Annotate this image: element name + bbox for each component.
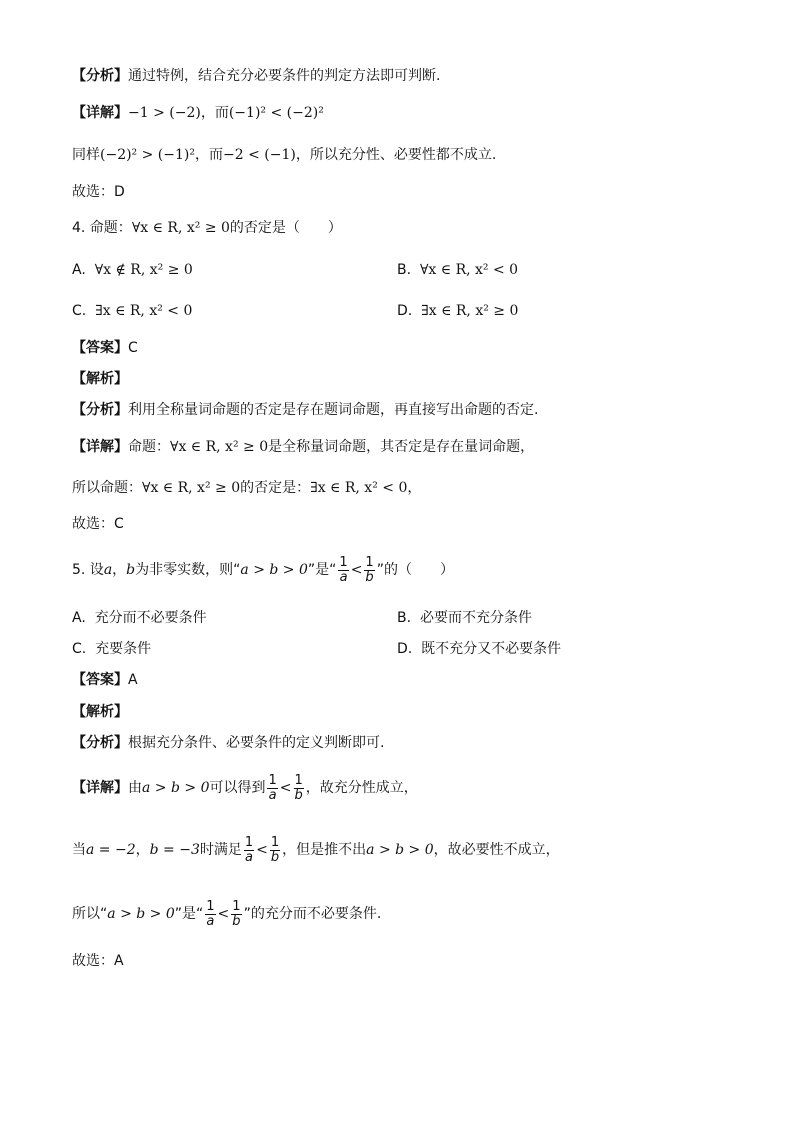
q4-jiexi xyxy=(72,369,128,389)
fraction-denominator: a xyxy=(339,569,348,585)
math-var: b xyxy=(126,562,136,578)
fraction-numerator: 1 xyxy=(339,554,348,570)
fraction-denominator: b xyxy=(365,569,374,585)
question-5 xyxy=(72,555,454,585)
analysis-tag: 【分析】 xyxy=(72,735,128,751)
fraction xyxy=(364,556,374,585)
text-span: 所以“ xyxy=(72,906,108,922)
math-expression: a = −2 xyxy=(86,842,136,858)
fraction-denominator: a xyxy=(268,787,277,803)
fraction xyxy=(338,556,348,585)
q5-choice xyxy=(72,951,124,971)
math-var: a xyxy=(103,562,113,578)
q5-option-d xyxy=(397,639,561,659)
q5-analysis xyxy=(72,733,384,753)
option-label: A. xyxy=(72,262,86,278)
detail-line-q3-2 xyxy=(72,145,496,165)
fraction xyxy=(270,836,280,865)
option-text: 必要而不充分条件 xyxy=(419,610,532,626)
explanation-tag: 【解析】 xyxy=(72,704,128,720)
fraction-numerator: 1 xyxy=(244,834,254,850)
math-operator: < xyxy=(350,562,363,578)
q4-choice xyxy=(72,514,124,534)
option-math: ∃x ∈ R, x² ≥ 0 xyxy=(421,303,519,319)
math-expression: ∃x ∈ R, x² < 0 xyxy=(310,480,408,496)
fraction-denominator: b xyxy=(270,849,280,865)
option-math: ∃x ∈ R, x² < 0 xyxy=(95,303,193,319)
text-span: 当 xyxy=(72,842,86,858)
analysis-tag: 【分析】 xyxy=(72,68,128,84)
text-span: ，故充分性成立， xyxy=(305,780,418,796)
option-label: B. xyxy=(397,262,412,278)
text-span: ，故必要性不成立， xyxy=(433,842,560,858)
math-operator: < xyxy=(217,906,230,922)
option-text: 既不充分又不必要条件 xyxy=(421,641,562,657)
option-label: D. xyxy=(397,303,413,319)
fraction-denominator: a xyxy=(206,913,215,929)
text-span: 由 xyxy=(128,780,142,796)
math-expression: (−2)² > (−1)² xyxy=(100,147,195,163)
analysis-line-q3 xyxy=(72,66,440,86)
q4-option-a xyxy=(72,260,193,280)
option-text: 充要条件 xyxy=(95,641,152,657)
text-span: ”是“ xyxy=(174,906,204,922)
fraction-denominator: a xyxy=(245,849,253,865)
q5-jiexi xyxy=(72,702,128,722)
q5-option-b xyxy=(397,608,532,628)
choice-text: 故选：D xyxy=(72,184,125,200)
fraction xyxy=(205,900,215,929)
option-math: ∀x ∈ R, x² < 0 xyxy=(419,262,519,278)
fraction xyxy=(294,774,304,803)
text-span: 同样 xyxy=(72,147,100,163)
detail-tag: 【详解】 xyxy=(72,439,128,455)
option-label: B. xyxy=(397,610,412,626)
math-operator: < xyxy=(256,842,268,858)
math-expression: ∀x ∈ R, x² ≥ 0 xyxy=(170,439,269,455)
option-label: A. xyxy=(72,610,86,626)
analysis-text: 利用全称量词命题的否定是存在题词命题，再直接写出命题的否定. xyxy=(128,402,539,418)
text-span: ”是“ xyxy=(307,562,337,578)
q5-answer xyxy=(72,670,138,690)
fraction-numerator: 1 xyxy=(268,772,277,788)
math-expression: a > b > 0 xyxy=(240,562,308,578)
math-expression: ∀x ∈ R, x² ≥ 0 xyxy=(131,220,230,236)
q4-analysis xyxy=(72,400,538,420)
fraction-numerator: 1 xyxy=(365,554,374,570)
q4-option-c xyxy=(72,301,192,321)
q4-answer xyxy=(72,338,138,358)
fraction xyxy=(244,836,254,865)
detail-tag: 【详解】 xyxy=(72,780,128,796)
text-span: 是全称量词命题，其否定是存在量词命题， xyxy=(268,439,535,455)
q5-option-c xyxy=(72,639,151,659)
option-text: 充分而不必要条件 xyxy=(94,610,207,626)
analysis-tag: 【分析】 xyxy=(72,402,128,418)
explanation-tag: 【解析】 xyxy=(72,371,128,387)
analysis-text: 通过特例，结合充分必要条件的判定方法即可判断. xyxy=(128,68,441,84)
q4-conclusion xyxy=(72,478,421,498)
answer-tag: 【答案】 xyxy=(72,340,128,356)
text-span: 所以命题： xyxy=(72,480,142,496)
math-expression: a > b > 0 xyxy=(366,842,434,858)
text-span: 的否定是： xyxy=(240,480,311,496)
text-span: ，所以充分性、必要性都不成立. xyxy=(295,147,497,163)
question-text: 的否定是（ ） xyxy=(229,220,342,236)
q5-counterexample xyxy=(72,834,560,866)
question-number: 5. 设 xyxy=(72,562,104,578)
fraction-denominator: b xyxy=(232,913,241,929)
q4-option-b xyxy=(397,260,518,280)
q5-detail xyxy=(72,772,418,804)
question-number: 4. 命题： xyxy=(72,220,132,236)
fraction xyxy=(231,900,241,929)
q4-detail xyxy=(72,437,534,457)
text-span: ， xyxy=(112,562,127,578)
answer-value: C xyxy=(128,340,138,356)
math-operator: < xyxy=(279,780,292,796)
math-expression: a > b > 0 xyxy=(142,780,210,796)
math-expression: (−1)² < (−2)² xyxy=(228,105,324,121)
option-label: C. xyxy=(72,641,87,657)
fraction-numerator: 1 xyxy=(232,898,241,914)
fraction xyxy=(267,774,277,803)
math-expression: ∀x ∈ R, x² ≥ 0 xyxy=(142,480,241,496)
text-span: 命题： xyxy=(128,439,170,455)
fraction-numerator: 1 xyxy=(270,834,280,850)
text-span: ，而 xyxy=(200,105,229,121)
detail-tag: 【详解】 xyxy=(72,105,128,121)
choice-text: 故选：A xyxy=(72,953,124,969)
math-expression: −1 > (−2) xyxy=(128,105,201,121)
text-span: 为非零实数，则“ xyxy=(135,562,241,578)
question-4 xyxy=(72,218,342,238)
math-expression: −2 < (−1) xyxy=(222,147,296,163)
q5-option-a xyxy=(72,608,207,628)
option-math: ∀x ∉ R, x² ≥ 0 xyxy=(94,262,193,278)
q4-option-d xyxy=(397,301,518,321)
option-label: D. xyxy=(397,641,413,657)
text-span: ”的充分而不必要条件. xyxy=(243,906,382,922)
math-expression: a > b > 0 xyxy=(107,906,175,922)
fraction-numerator: 1 xyxy=(206,898,215,914)
text-span: 可以得到 xyxy=(209,780,266,796)
fraction-numerator: 1 xyxy=(294,772,303,788)
text-span: ”的（ ） xyxy=(376,562,454,578)
detail-line-q3 xyxy=(72,103,324,123)
option-label: C. xyxy=(72,303,87,319)
text-span: ，但是推不出 xyxy=(282,842,367,858)
answer-tag: 【答案】 xyxy=(72,672,128,688)
answer-value: A xyxy=(128,672,138,688)
choice-line-q3 xyxy=(72,182,125,202)
text-span: ， xyxy=(407,480,422,496)
text-span: ，而 xyxy=(194,147,223,163)
analysis-text: 根据充分条件、必要条件的定义判断即可. xyxy=(128,735,385,751)
q5-conclusion xyxy=(72,898,381,930)
fraction-denominator: b xyxy=(294,787,303,803)
choice-text: 故选：C xyxy=(72,516,124,532)
text-span: 时满足 xyxy=(199,842,242,858)
math-expression: b = −3 xyxy=(149,842,200,858)
text-span: ， xyxy=(135,842,150,858)
